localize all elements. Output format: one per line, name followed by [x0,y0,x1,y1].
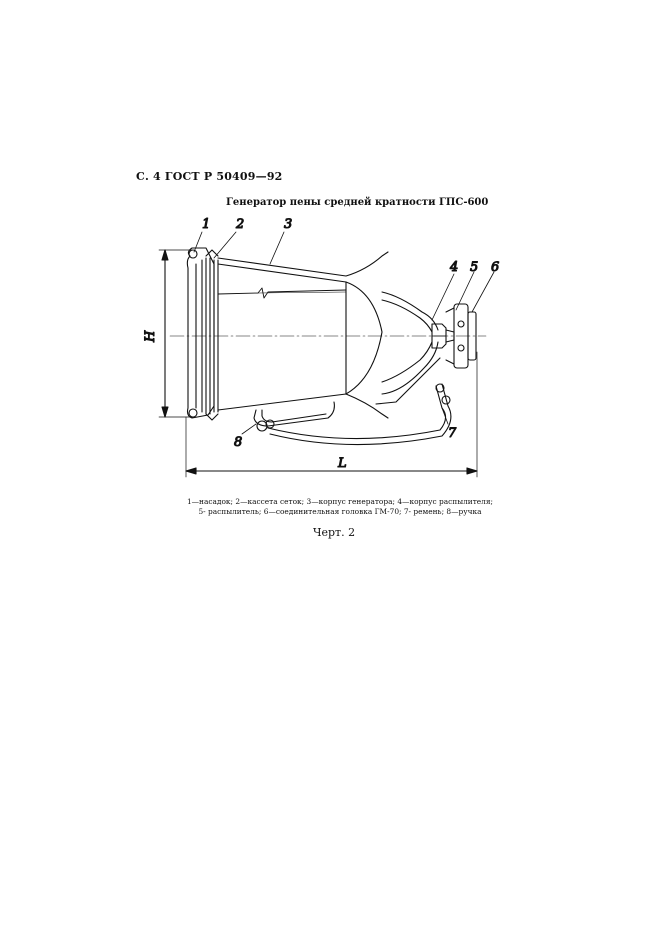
callout-3: 3 [284,217,293,232]
callout-7: 7 [448,426,457,441]
legend-line-1: 1—насадок; 2—кассета сеток; 3—корпус генератора; 4—корпус распылителя; [186,497,494,506]
dimension-l-label: L [338,456,347,471]
figure-title: Генератор пены средней кратности ГПС-600 [226,197,489,208]
legend-line-2: 5- распылитель; 6—соединительная головка ГМ-70; 7- ремень; 8—ручка [198,507,482,516]
callout-6: 6 [491,260,500,275]
figure-caption: Черт. 2 [313,526,356,539]
foam-generator-drawing [143,212,510,492]
generator-body [218,252,388,418]
callout-1: 1 [202,217,211,232]
mesh-cassette [202,250,218,420]
figure-legend [170,497,510,517]
page-header: С. 4 ГОСТ Р 50409—92 [136,170,283,183]
strap [268,384,451,445]
sprayer-housing [376,292,440,404]
handle [254,402,334,431]
callout-5: 5 [470,260,479,275]
callout-2: 2 [236,217,245,232]
callout-8: 8 [234,435,243,450]
dimension-h-label: H [143,330,158,342]
callout-4: 4 [450,260,459,275]
dimension-h [159,250,192,417]
callout-leaders [194,232,494,434]
